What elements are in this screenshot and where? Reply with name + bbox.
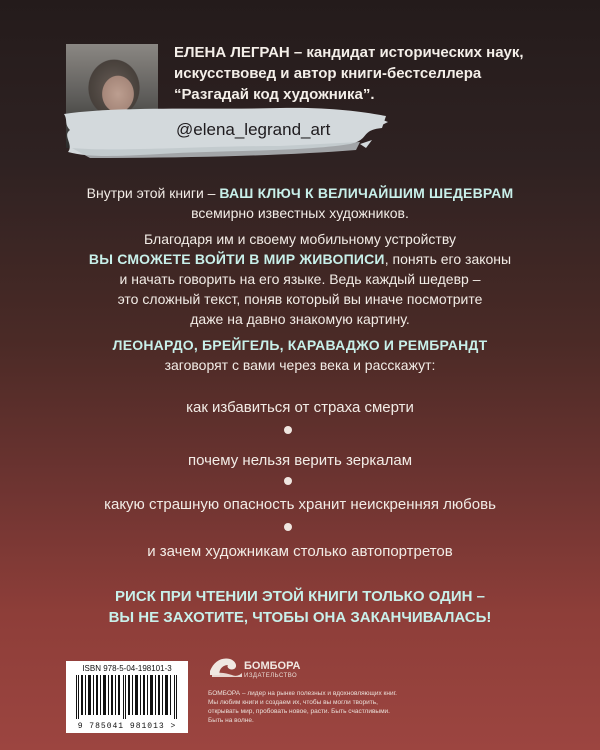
author-bio-line: “Разгадай код художника”. — [174, 86, 375, 103]
body-line: , понять его законы — [384, 251, 512, 267]
closing-line: РИСК ПРИ ЧТЕНИИ ЭТОЙ КНИГИ ТОЛЬКО ОДИН – — [115, 588, 485, 605]
publisher-note: БОМБОРА – лидер на рынке полезных и вдохновляющих книг. Мы любим книги и создаем их, чтобы вы могли творить, открывать мир, пробовать новое, расти. Быть счастливыми. Быть на волне. — [208, 690, 397, 724]
intro-highlight: ВАШ КЛЮЧ К ВЕЛИЧАЙШИМ ШЕДЕВРАМ — [219, 185, 514, 201]
body-paragraph — [0, 229, 600, 329]
body-highlight: ВЫ СМОЖЕТЕ ВОЙТИ В МИР ЖИВОПИСИ — [88, 251, 385, 267]
closing-line: ВЫ НЕ ЗАХОТИТЕ, ЧТОБЫ ОНА ЗАКАНЧИВАЛАСЬ! — [108, 609, 492, 626]
barcode-icon — [74, 675, 180, 719]
intro-text: Внутри этой книги – — [86, 185, 220, 201]
publisher-name: БОМБОРА — [244, 660, 301, 672]
artists-line: заговорят с вами через века и расскажут: — [164, 357, 436, 373]
bullet-dot — [284, 426, 292, 434]
ean-number: 9 785041 981013 > — [77, 722, 177, 731]
bullet-dot — [284, 477, 292, 485]
author-bio-line: искусствовед и автор книги-бестселлера — [174, 65, 482, 82]
body-line: даже на давно знакомую картину. — [190, 311, 410, 327]
topic-item: почему нельзя верить зеркалам — [187, 452, 413, 469]
body-line: это сложный текст, поняв который вы иначе посмотрите — [117, 291, 483, 307]
bullet-dot — [284, 523, 292, 531]
body-line: Благодаря им и своему мобильному устройству — [144, 231, 456, 247]
topic-item: и зачем художникам столько автопортретов — [147, 543, 453, 560]
author-bio-line: ЕЛЕНА ЛЕГРАН – кандидат исторических наук, — [174, 44, 524, 61]
topic-item: как избавиться от страха смерти — [186, 399, 414, 416]
artists-paragraph — [0, 335, 600, 375]
closing-statement — [0, 586, 600, 628]
body-line: и начать говорить на его языке. Ведь каждый шедевр – — [119, 271, 481, 287]
author-bio — [174, 42, 574, 105]
intro-text: всемирно известных художников. — [191, 205, 409, 221]
isbn-label: ISBN 978-5-04-198101-3 — [82, 664, 172, 673]
artists-highlight: ЛЕОНАРДО, БРЕЙГЕЛЬ, КАРАВАДЖО И РЕМБРАНДТ — [112, 337, 488, 353]
intro-paragraph — [0, 183, 600, 223]
barcode-box — [66, 661, 188, 733]
publisher-subtitle: ИЗДАТЕЛЬСТВО — [244, 673, 298, 679]
author-social-handle[interactable]: @elena_legrand_art — [176, 120, 331, 139]
topic-item: какую страшную опасность хранит неискренняя любовь — [104, 496, 496, 513]
